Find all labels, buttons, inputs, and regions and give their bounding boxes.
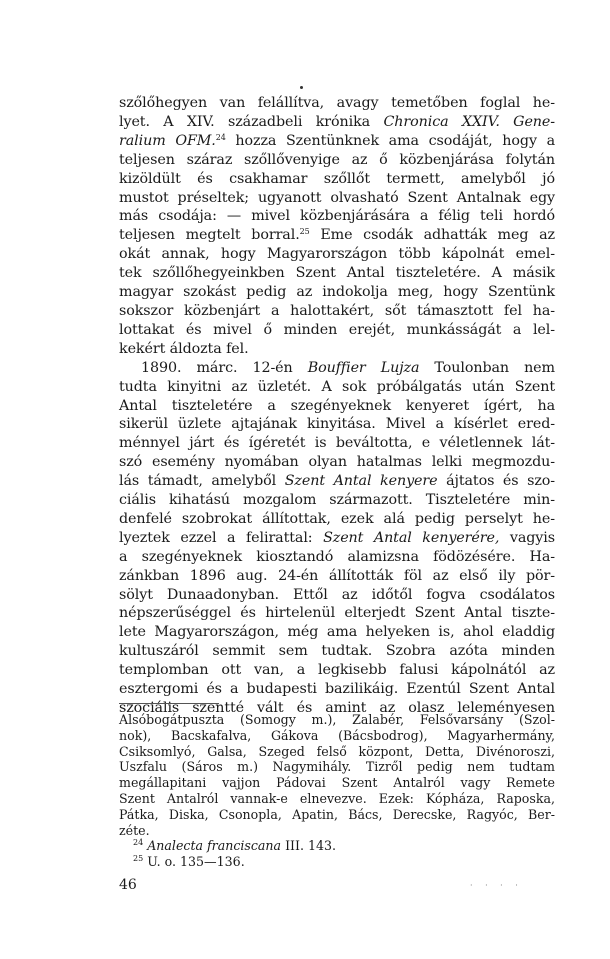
text-line: denfelé szobrokat állítottak, ezek alá pedig perselyt he- [119,510,555,527]
paragraph-2 [119,359,555,718]
italic-title: ralium OFM. [119,132,216,149]
text-line: tek szőllőhegyeinkben Szent Antal tiszteletére. A másik [119,265,555,282]
italic-name: Bouffier Lujza [307,359,420,376]
footnote-line: Szent Antalról vannak-e elnevezve. Ezek: Kópháza, Raposka, [119,790,555,806]
footnote-line: Pátka, Diska, Csonopla, Apatin, Bács, Derecske, Ragyóc, Ber- [119,806,555,822]
text-line: esztergomi és a budapesti bazilikáig. Ezentúl Szent Antal [119,681,555,698]
text-line: kultuszáról semmit sem tudtak. Szobra azóta minden [119,643,555,660]
footnote-line: Csiksomlyó, Galsa, Szeged felső központ, Detta, Divénoroszi, [119,743,555,759]
text-line: ciális kihatású mozgalom származott. Tiszteletére min- [119,492,555,509]
text-line: kekért áldozta fel. [119,340,249,357]
text-line: lottakat és mivel ő minden erejét, munkásságát a lel- [119,321,555,338]
footnote-ref: 25 [299,227,310,237]
footnote-line: megállapitani vajjon Pádovai Szent Antalról vagy Remete [119,775,555,791]
footnote-line: Alsóbogátpuszta (Somogy m.), Zalabér, Felsővarsány (Szol- [119,712,555,727]
text-line: tudta kinyitni az üzletét. A sok próbálgatás után Szent [119,378,555,395]
footnote-marker: 24 [133,838,144,848]
footnote-24: $^{24}$ Analecta franciscana III. 143. [133,838,337,854]
text-line: templomban ott van, a legkisebb falusi kápolnától az [119,662,555,679]
footnote-line: nok), Bacskafalva, Gákova (Bácsbodrog), Magyarhermány, [119,727,555,743]
text-line: sokszor közbenjárt a halottakért, sőt támasztott fel ha- [119,302,555,319]
footnote-separator [119,703,219,704]
paragraph-1 [119,94,555,359]
italic-phrase: Szent Antal kenyere [284,473,438,490]
footnotes [119,712,555,870]
text-line: a szegényeknek kiosztandó alamizsna födözésére. Ha- [119,548,555,565]
text-line: szó esemény nyomában olyan hatalmas lelki megmozdu- [119,454,555,471]
text-line: lete Magyarországon, még ama helyeken is, ahol eladdig [119,624,555,641]
footnote-source-title: Analecta franciscana [147,838,282,854]
footnote-line: Uszfalu (Sáros m.) Nagymihály. Tizről pedig nem tudtam [119,759,555,775]
text-line: sikerül üzlete ajtajának kinyitása. Mivel a kísérlet ered- [119,416,555,433]
text-line: Antal tiszteletére a szegényeknek kenyeret ígért, ha [119,397,555,414]
text-line: ralium OFM.$^{24}$ hozza Szentünknek ama csodáját, hogy a [119,132,556,149]
footnote-line: zéte. [119,822,150,838]
text-line: szőlőhegyen van felállítva, avagy temetőben foglal he- [119,95,555,111]
text-line: más csodája: — mivel közbenjárására a félig teli hordó [119,208,555,225]
footnote-25: $^{25}$ U. o. 135—136. [133,854,245,870]
text-line: teljesen megtelt borral.$^{25}$ Eme csodák adhatták meg az [119,227,555,244]
italic-title: Chronica XXIV. Gene- [383,113,556,130]
text-line: magyar szokást pedig az indokolja meg, hogy Szentünk [119,284,555,301]
text-line: okát annak, hogy Magyarországon több kápolnát emel- [119,246,555,263]
footnote-ref: 24 [215,132,226,142]
ink-speck [300,86,303,89]
main-text [119,94,555,718]
text-line: lás támadt, amelyből Szent Antal kenyere ájtatos és szo- [119,473,555,490]
text-line: szociális szentté vált és amint az olasz leleményesen [119,700,555,716]
text-line: lyet. A XIV. századbeli krónika Chronica XXIV. Gene- [119,113,556,130]
text-line: kizöldült és csakhamar szőllőt termett, amelyből jó [119,170,555,187]
text-line: sölyt Dunaadonyban. Ettől az időtől fogva csodálatos [119,586,555,603]
text-line: 1890. márc. 12-én Bouffier Lujza Toulonban nem [141,359,555,376]
text-line: zánkban 1896 aug. 24-én állították föl az első ily pör- [119,567,555,584]
page-number: 46 [119,877,137,893]
text-line: ménnyel járt és ígéretét is beváltotta, e véletlennek lát- [119,435,555,452]
print-specks: · · · · [470,881,523,890]
footnote-marker: 25 [133,854,144,864]
text-line: mustot préseltek; ugyanott olvasható Szent Antalnak egy [119,189,555,206]
text-line: népszerűséggel és hirtelenül elterjedt Szent Antal tiszte- [119,605,555,622]
italic-inscription: Szent Antal kenyerére, [323,529,500,546]
text-line: lyeztek ezzel a felirattal: Szent Antal kenyerére, vagyis [119,529,555,546]
text-line: teljesen száraz szőllővenyige az ő közbenjárása folytán [119,151,555,168]
